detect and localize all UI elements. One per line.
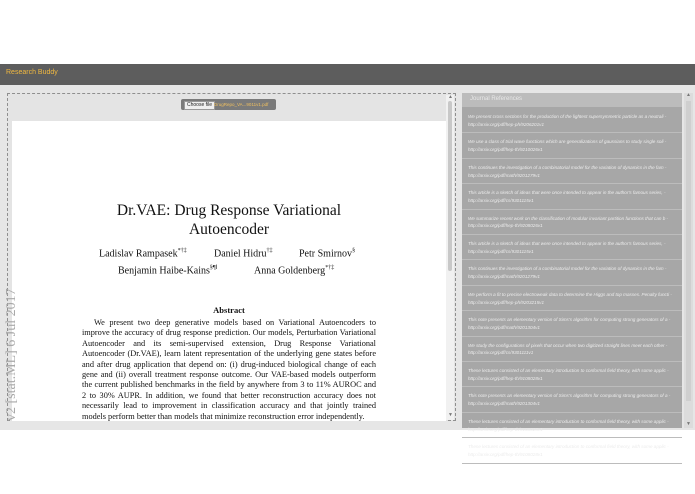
reference-item[interactable]: We use a class of trial wave functions which are generalizations of gaussians to study single soli - http://arxiv.org/pdf/hep-th/9210026v1 <box>462 136 682 158</box>
choose-file-button[interactable]: Choose file <box>184 101 215 110</box>
author: Ladislav Rampasek*†‡ <box>99 248 187 260</box>
reference-item[interactable]: We summarize recent work on the classification of modular invariant partition functions that can b - http://arxiv.org/pdf/hep-th/9208026v1 <box>462 213 682 235</box>
reference-item[interactable]: This continues the investigation of a combinatorial model for the variation of dynamics in the fam - http://arxiv.org/pdf/math/9201279v1 <box>462 263 682 285</box>
file-upload-bar <box>181 99 276 110</box>
pdf-page[interactable] <box>4 121 446 421</box>
paper-title <box>12 201 446 239</box>
reference-item[interactable]: These lectures consisted of an elementary introduction to conformal field theory, with some applic - http://arxiv.org/pdf/hep-th/9108028v1 <box>462 416 682 438</box>
pdf-scroll-thumb[interactable] <box>448 101 452 271</box>
reference-item[interactable]: This continues the investigation of a combinatorial model for the variation of dynamics in the fam - http://arxiv.org/pdf/math/9201279v1 <box>462 162 682 184</box>
author: Anna Goldenberg*†‡ <box>254 265 335 277</box>
reference-item[interactable]: We present cross sections for the production of the lightest supersymmetric particle as a neutrali - http://arxiv.org/pdf/hep-ph/9206201v1 <box>462 111 682 133</box>
app-title: Research Buddy <box>6 69 58 76</box>
scroll-up-icon[interactable]: ▲ <box>448 94 453 100</box>
paper-title-line1: Dr.VAE: Drug Response Variational <box>116 202 342 219</box>
reference-item[interactable]: This note presents an elementary version of Sims's algorithm for computing strong generators of a - http://arxiv.org/pdf/math/9201304v1 <box>462 390 682 412</box>
references-title: Journal References <box>470 96 523 102</box>
arxiv-stamp: v2 [stat.ML] 6 Jul 2017 <box>4 288 19 421</box>
author: Daniel Hidru†‡ <box>214 248 273 260</box>
reference-item[interactable]: We study the configurations of pixels that occur when two digitized straight lines meet each other - http://arxiv.org/pdf/cs/9301111v1 <box>462 340 682 362</box>
app-header <box>0 64 695 85</box>
author: Petr Smirnov§ <box>299 248 356 260</box>
references-list <box>462 111 682 467</box>
reference-item[interactable]: This article is a sketch of ideas that were once intended to appear in the author's famous series, - http://arxiv.org/pdf/cs/9301115v1 <box>462 238 682 260</box>
reference-item[interactable]: This note presents an elementary version of Sims's algorithm for computing strong generators of a - http://arxiv.org/pdf/math/9201304v1 <box>462 314 682 336</box>
references-scroll-thumb[interactable] <box>686 101 691 401</box>
abstract-heading: Abstract <box>213 305 245 315</box>
selected-file-name: DrugRepo_VA...9011v1.pdf <box>214 102 269 107</box>
abstract-text: We present two deep generative models based on Variational Autoencoders to improve the accuracy of drug response prediction. Our models, Perturbation Variational Autoencoder and its semi-supervised extension, Drug Response Variational Autoencoder (Dr.VAE), learn latent representation of the underlying gene states before and after drug application that depend on: (i) drug-induced biological change of each gene and (ii) overall treatment response outcome. Our VAE-based models outperform the current published benchmarks in the field by anywhere from 3 to 11% AUROC and 2 to 30% AUPR. In addition, we found that better reconstruction accuracy does not necessarily lead to improvement in classification accuracy and that jointly trained models perform better than models that minimize reconstruction error independently. <box>82 318 376 421</box>
reference-item[interactable]: We perform a fit to precise electroweak data to determine the Higgs and top masses. Penalty functi - http://arxiv.org/pdf/hep-ph/9203215v1 <box>462 289 682 311</box>
reference-item[interactable]: These lectures consisted of an elementary introduction to conformal field theory, with some applic - http://arxiv.org/pdf/hep-th/9108028v1 <box>462 365 682 387</box>
pdf-scrollbar[interactable] <box>446 95 454 420</box>
references-header <box>462 93 682 107</box>
scroll-up-icon[interactable]: ▲ <box>686 92 691 98</box>
reference-item[interactable]: These lectures consisted of an elementary introduction to conformal field theory, with some applic - http://arxiv.org/pdf/hep-th/9108028v1 <box>462 441 682 463</box>
scroll-down-icon[interactable]: ▼ <box>448 412 453 418</box>
paper-title-line2: Autoencoder <box>188 221 270 238</box>
references-panel <box>462 93 682 457</box>
reference-item[interactable]: This article is a sketch of ideas that were once intended to appear in the author's famous series, - http://arxiv.org/pdf/cs/9301115v1 <box>462 187 682 209</box>
scroll-down-icon[interactable]: ▼ <box>686 421 691 427</box>
references-scrollbar[interactable] <box>684 93 693 428</box>
author: Benjamin Haibe-Kains§¶‖ <box>118 265 218 277</box>
